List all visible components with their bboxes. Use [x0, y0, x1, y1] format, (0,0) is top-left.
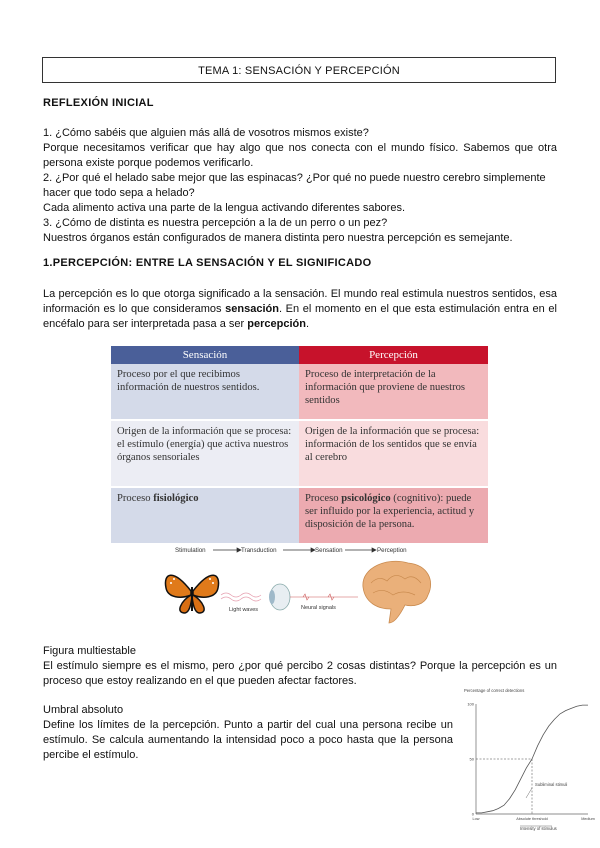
step-arrows — [213, 548, 376, 552]
cell-text: Proceso — [117, 493, 154, 504]
cell-percepcion: Proceso de interpretación de la información que proviene de nuestros sentidos — [299, 364, 488, 420]
light-waves-icon — [221, 593, 261, 601]
x-tick-label: Medium — [581, 817, 595, 821]
y-tick-label: 50 — [469, 756, 474, 762]
cell-sensacion: Origen de la información que se procesa: el estímulo (energía) que activa nuestros órganos sensoriales — [111, 420, 299, 487]
reflection-body — [43, 126, 557, 246]
section-heading: 1.PERCEPCIÓN: ENTRE LA SENSACIÓN Y EL SIGNIFICADO — [43, 257, 372, 269]
chart-ylabel: Percentage of correct detections — [464, 688, 525, 693]
y-tick-label: 0 — [471, 811, 474, 817]
label-neural-signals: Neural signals — [301, 605, 336, 611]
reflection-question-2: 2. ¿Por qué el helado sabe mejor que las espinacas? ¿Por qué no puede nuestro cerebro simplemente hacer que todo sepa a helado? — [43, 172, 546, 199]
cell-sensacion: Proceso por el que recibimos información de nuestros sentidos. — [111, 364, 299, 420]
annotation-pointer — [526, 788, 532, 798]
reflection-heading: REFLEXIÓN INICIAL — [43, 97, 154, 109]
chart-xlabel: Intensity of stimulus — [520, 826, 557, 831]
multistable-heading: Figura multiestable — [43, 645, 136, 657]
cell-bold: fisiológico — [153, 493, 199, 504]
multistable-text: El estímulo siempre es el mismo, pero ¿por qué percibo 2 cosas distintas? Porque la percepción es un proceso que estoy realizando en el que pueden afectar factores. — [43, 660, 557, 687]
chart-annotation: Subliminal stimuli — [535, 782, 568, 787]
threshold-heading: Umbral absoluto — [43, 704, 124, 716]
butterfly-icon — [165, 575, 218, 613]
step-sensation: Sensation — [315, 547, 343, 554]
cell-bold: psicológico — [341, 493, 391, 504]
y-tick-label: 100 — [467, 701, 474, 707]
threshold-text: Define los límites de la percepción. Punto a partir del cual una persona recibe un estímulo. Se calcula aumentando la intensidad poco a poco hasta que la persona percibe el estímulo. — [43, 719, 453, 761]
cell-percepcion — [299, 487, 488, 544]
table-row — [111, 487, 488, 544]
x-tick-label: Absolute threshold — [516, 817, 548, 821]
reflection-answer-2: Cada alimento activa una parte de la lengua activando diferentes sabores. — [43, 202, 406, 214]
header-sensacion: Sensación — [111, 346, 299, 364]
absolute-threshold-chart — [462, 686, 595, 836]
para-text-e: . — [305, 318, 309, 330]
multistable-section — [43, 644, 557, 689]
reflection-answer-3: Nuestros órganos están configurados de manera distinta pero nuestra percepción es semejante. — [43, 232, 513, 244]
step-perception: Perception — [377, 547, 407, 554]
header-percepcion: Percepción — [299, 346, 488, 364]
cell-text: (cognitivo): puede ser influido por la experiencia, actitud y disposición de la persona. — [305, 493, 475, 530]
reflection-question-3: 3. ¿Cómo de distinta es nuestra percepción a la de un perro o un pez? — [43, 217, 388, 229]
eye-icon — [269, 584, 290, 610]
comparison-table — [111, 346, 488, 545]
threshold-section — [43, 703, 453, 763]
cell-sensacion — [111, 487, 299, 544]
term-percepcion: percepción — [247, 318, 306, 330]
table-row — [111, 364, 488, 420]
reflection-answer-1: Porque necesitamos verificar que hay algo que nos conecta con el mundo físico. Sabemos que otra persona existe porque podemos verificarlo. — [43, 142, 557, 169]
table-row — [111, 420, 488, 487]
perception-process-diagram — [163, 543, 438, 628]
table-header-row — [111, 346, 488, 364]
neural-signal-icon — [290, 594, 358, 600]
document-title: TEMA 1: SENSACIÓN Y PERCEPCIÓN — [42, 57, 556, 83]
step-transduction: Transduction — [241, 547, 277, 554]
step-stimulation: Stimulation — [175, 547, 206, 554]
x-tick-label: Low — [472, 817, 480, 821]
detection-curve — [476, 705, 588, 813]
brain-icon — [363, 561, 431, 623]
section-paragraph — [43, 287, 557, 332]
para-text-a: La percepción es lo que otorga significado a la sensación. El mundo real estimula nuestros sentidos, esa información es lo que consideramos — [43, 288, 557, 315]
term-sensacion: sensación — [225, 303, 279, 315]
label-light-waves: Light waves — [229, 607, 259, 613]
cell-percepcion: Origen de la información que se procesa: información de los sentidos que se envía al cerebro — [299, 420, 488, 487]
reflection-question-1: 1. ¿Cómo sabéis que alguien más allá de vosotros mismos existe? — [43, 127, 369, 139]
cell-text: Proceso — [305, 493, 342, 504]
para-text-c: . En el momento en el que esta estimulación entra en el encéfalo para ser interpretada pasa a ser — [43, 303, 557, 330]
